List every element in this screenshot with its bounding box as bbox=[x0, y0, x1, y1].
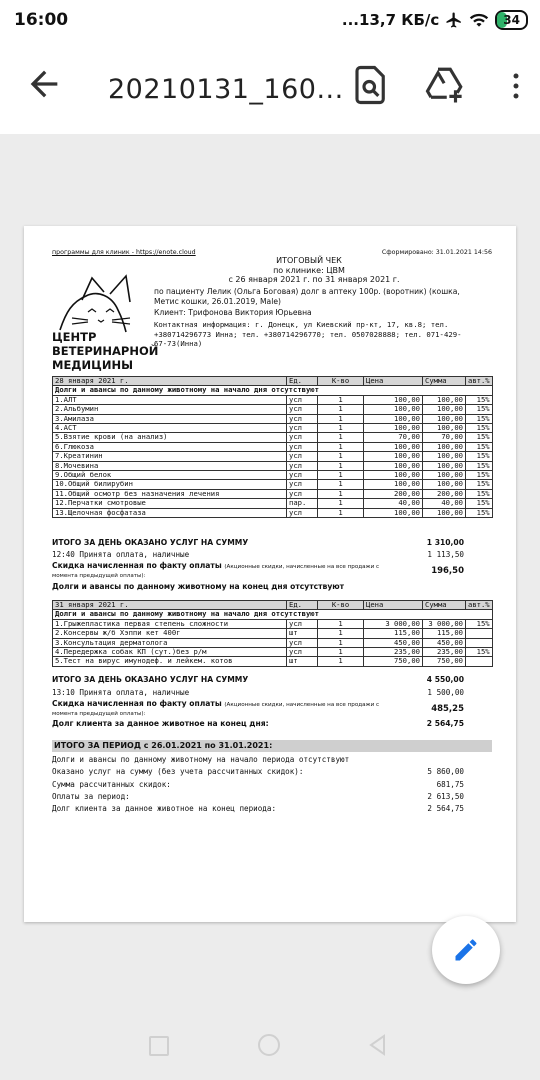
patient-info: по пациенту Лелик (Ольга Боговая) долг в аптеку 100р. (воротник) (кошка, Метис кошки, 26.01.2019, Male) bbox=[154, 287, 460, 306]
back-arrow-icon[interactable] bbox=[24, 64, 64, 104]
day1-header-row: 28 января 2021 г. Ед. К-во Цена Сумма авт.% bbox=[53, 377, 493, 386]
table-row: 3.Консультация дерматолога усл 1 450,00 450,00 bbox=[53, 638, 493, 647]
table-row: 2.Консервы ж/б Хэппи кет 400г шт 1 115,00 115,00 bbox=[53, 629, 493, 638]
wifi-icon bbox=[469, 11, 489, 29]
day1-table bbox=[52, 376, 493, 518]
table-row: 7.Креатинин усл 1 100,00 100,00 15% bbox=[53, 452, 493, 461]
table-row: 3.Амилаза усл 1 100,00 100,00 15% bbox=[53, 414, 493, 423]
table-row: 5.Тест на вирус имунодеф. и лейкем. котов шт 1 750,00 750,00 bbox=[53, 657, 493, 666]
contact-info: Контактная информация: г. Донецк, ул Киевский пр-кт, 17, кв.8; тел. +380714296773 Инна; тел. +380714296770; тел. 0507028888; тел. 071-429- 67-73(Инна) bbox=[154, 320, 462, 348]
file-title: 20210131_160... bbox=[108, 74, 344, 105]
system-nav-bar bbox=[0, 1010, 540, 1080]
app-bar bbox=[0, 42, 540, 134]
period-debt: Долг клиента за данное животное на конец периода: 2 564,75 bbox=[52, 804, 464, 813]
edit-fab-button[interactable] bbox=[432, 916, 500, 984]
airplane-icon bbox=[445, 11, 463, 29]
day2-header-row: 31 января 2021 г. Ед. К-во Цена Сумма авт.% bbox=[53, 601, 493, 610]
table-row: 4.Передержка собак КП (сут.)без р/м усл 1 235,00 235,00 15% bbox=[53, 648, 493, 657]
status-bar bbox=[0, 0, 540, 42]
document-page[interactable]: программы для клиник - https://enote.cloud Сформировано: 31.01.2021 14:56 ИТОГОВЫЙ ЧЕК по клинике: ЦВМ с 26 января 2021 г. по 31 января 2021 г. по пациенту Лелик (Ольга Боговая) долг в аптеку 100р. (воротник) (кошка, Метис кошки, 26.01.2019, Male) Клиент: Трифонова Виктория Юрьевна Контактная информация: г. Донецк, ул Киевский пр-кт, 17, кв.8; тел. +380714296773 Инна; тел. +380714296770; тел. 0507028888; тел. 071-429- 67-73(Инна) ЦЕНТР ВЕТЕРИНАРНОЙ МЕДИЦИНЫ 28 января 2021 г. Ед. К-во Цена Сумма авт.% Долги и авансы по данному животному на начало дня отсутствуют 1.АЛТ усл 1 100,00 100,00 15% 2.Альбумин усл 1 100,00 100,00 15% 3.Амилаза усл 1 100,00 100,00 15% 4.АСТ усл 1 100,00 100,00 15% 5.Взятие крови (на анализ) усл 1 70,00 70,00 15% 6.Глюкоза усл 1 100,00 100,00 15% 7.Креатинин усл 1 100,00 100,00 15% 8.Мочевина усл 1 100,00 100,00 15% 9.Общий белок усл 1 100,00 100,00 15% 10.Общий билирубин усл 1 100,00 100,00 15% 11.Общий осмотр без назначения лечения усл 1 200,00 200,00 15% 12.Перчатки смотровые пар. 1 40,00 40,00 15% 13.Щелочная фосфатаза усл 1 100,00 100,00 15% ИТОГО ЗА ДЕНЬ ОКАЗАНО УСЛУГ НА СУММУ 1 310,00 12:40 Принята оплата, наличные 1 113,50 Скидка начисленная по факту оплаты (Акционные скидки, начисленные на все продажи с момента предыдущей оплаты): 196,50 Долги и авансы по данному животному на конец дня отсутствуют 31 января 2021 г. Ед. К-во Цена Сумма авт.% Долги и авансы по данному животному на начало дня отсутствуют 1.Грыжепластика первая степень сложности усл 1 3 000,00 3 000,00 15% 2.Консервы ж/б Хэппи кет 400г шт 1 115,00 115,00 3.Консультация дерматолога усл 1 450,00 450,00 4.Передержка собак КП (сут.)без р/м усл 1 235,00 235,00 15% 5.Тест на вирус имунодеф. и лейкем. котов шт 1 750,00 750,00 ИТОГО ЗА ДЕНЬ ОКАЗАНО УСЛУГ НА СУММУ 4 550,00 13:10 Принята оплата, наличные 1 500,00 Скидка начисленная по факту оплаты (Акционные скидки, начисленные на все продажи с момента предыдущей оплаты): 485,25 Долг клиента за данное животное на конец дня: 2 564,75 ИТОГО ЗА ПЕРИОД с 26.01.2021 по 31.01.2021: Долги и авансы по данному животному на начало периода отсутствуют Оказано услуг на сумму (без учета рассчитанных скидок): 5 860,00 Сумма рассчитанных скидок: 681,75 Оплаты за период: 2 613,50 Долг клиента за данное животное на конец периода: 2 564,75 bbox=[24, 226, 516, 922]
day1-opening-row: Долги и авансы по данному животному на начало дня отсутствуют bbox=[53, 386, 493, 395]
period-discounts: Сумма рассчитанных скидок: 681,75 bbox=[52, 780, 464, 789]
status-time: 16:00 bbox=[14, 10, 69, 30]
table-row: 12.Перчатки смотровые пар. 1 40,00 40,00 15% bbox=[53, 499, 493, 508]
add-to-drive-icon[interactable] bbox=[424, 64, 466, 106]
day1-closing: Долги и авансы по данному животному на конец дня отсутствуют bbox=[52, 582, 345, 591]
site-link[interactable]: программы для клиник - https://enote.cloud bbox=[52, 249, 196, 256]
nav-back-button[interactable] bbox=[368, 1034, 388, 1056]
table-row: 8.Мочевина усл 1 100,00 100,00 15% bbox=[53, 461, 493, 470]
nav-recents-button[interactable] bbox=[149, 1036, 169, 1056]
table-row: 11.Общий осмотр без назначения лечения усл 1 200,00 200,00 15% bbox=[53, 489, 493, 498]
day2-discount: Скидка начисленная по факту оплаты (Акционные скидки, начисленные на все продажи с момента предыдущей оплаты): 485,25 bbox=[52, 699, 464, 717]
generated-date: Сформировано: 31.01.2021 14:56 bbox=[381, 249, 492, 256]
period-payments: Оплаты за период: 2 613,50 bbox=[52, 792, 464, 801]
network-speed: ...13,7 КБ/с bbox=[341, 11, 440, 29]
clinic-name: ЦЕНТР ВЕТЕРИНАРНОЙ МЕДИЦИНЫ bbox=[52, 330, 159, 372]
period-title: ИТОГО ЗА ПЕРИОД с 26.01.2021 по 31.01.2021: bbox=[52, 740, 492, 752]
clinic-logo-cat-icon bbox=[52, 262, 162, 334]
pencil-icon bbox=[452, 936, 480, 964]
table-row: 4.АСТ усл 1 100,00 100,00 15% bbox=[53, 424, 493, 433]
period-services: Оказано услуг на сумму (без учета рассчитанных скидок): 5 860,00 bbox=[52, 767, 464, 776]
battery-icon: 34 bbox=[495, 10, 528, 30]
table-row: 13.Щелочная фосфатаза усл 1 100,00 100,00 15% bbox=[53, 508, 493, 517]
period-opening: Долги и авансы по данному животному на начало периода отсутствуют bbox=[52, 755, 350, 764]
nav-home-button[interactable] bbox=[258, 1034, 280, 1056]
table-row: 10.Общий билирубин усл 1 100,00 100,00 15% bbox=[53, 480, 493, 489]
status-icons bbox=[342, 10, 528, 30]
day2-table bbox=[52, 600, 493, 667]
more-vert-icon[interactable] bbox=[506, 68, 526, 108]
table-row: 5.Взятие крови (на анализ) усл 1 70,00 70,00 15% bbox=[53, 433, 493, 442]
document-search-icon[interactable] bbox=[350, 64, 392, 106]
receipt-title: ИТОГОВЫЙ ЧЕК по клинике: ЦВМ bbox=[273, 256, 345, 275]
client-name: Клиент: Трифонова Виктория Юрьевна bbox=[154, 308, 312, 317]
table-row: 9.Общий белок усл 1 100,00 100,00 15% bbox=[53, 471, 493, 480]
table-row: 1.Грыжепластика первая степень сложности усл 1 3 000,00 3 000,00 15% bbox=[53, 619, 493, 628]
table-row: 6.Глюкоза усл 1 100,00 100,00 15% bbox=[53, 442, 493, 451]
day1-discount: Скидка начисленная по факту оплаты (Акционные скидки, начисленные на все продажи с момента предыдущей оплаты): 196,50 bbox=[52, 561, 464, 579]
table-row: 2.Альбумин усл 1 100,00 100,00 15% bbox=[53, 405, 493, 414]
day2-opening-row: Долги и авансы по данному животному на начало дня отсутствуют bbox=[53, 610, 493, 619]
table-row: 1.АЛТ усл 1 100,00 100,00 15% bbox=[53, 395, 493, 404]
receipt-period: с 26 января 2021 г. по 31 января 2021 г. bbox=[228, 275, 400, 284]
